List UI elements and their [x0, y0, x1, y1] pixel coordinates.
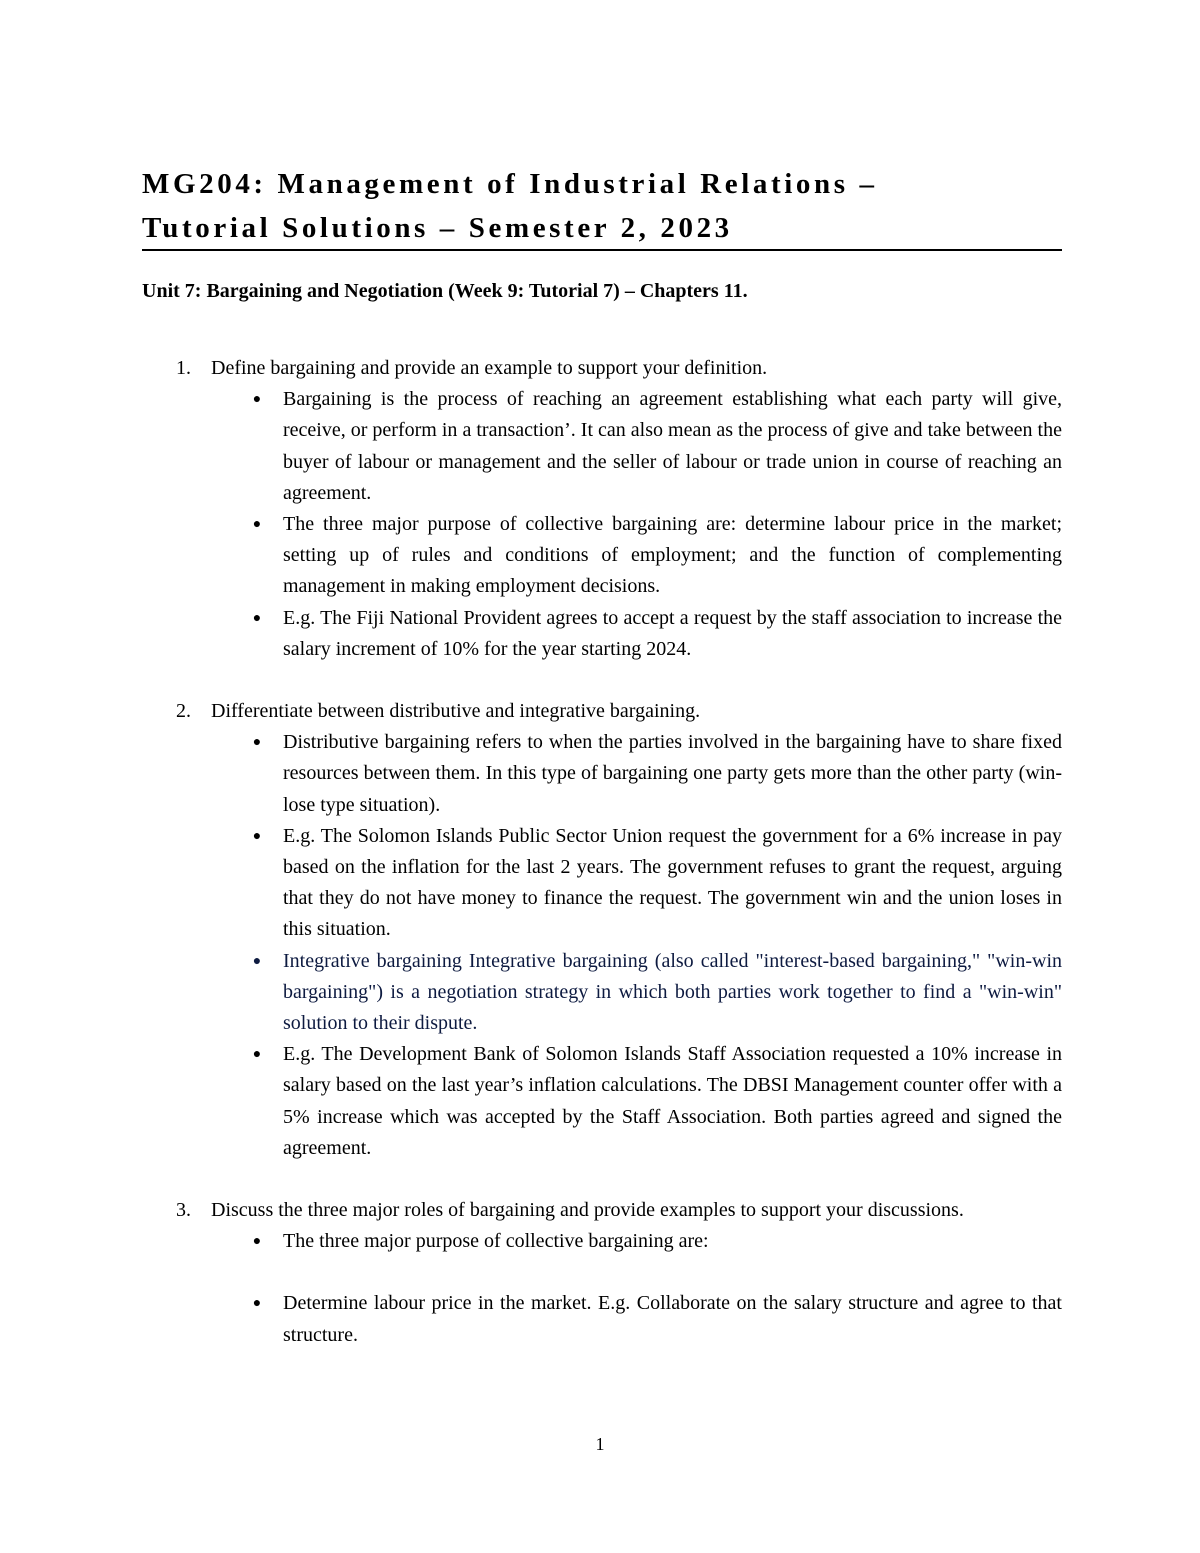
- unit-heading: Unit 7: Bargaining and Negotiation (Week 9: Tutorial 7) – Chapters 11.: [142, 280, 748, 302]
- bullet-icon: ●: [252, 517, 262, 533]
- answer-bullet: [211, 727, 1062, 821]
- question-2: [142, 696, 1062, 1164]
- question-number: 3.: [176, 1199, 191, 1222]
- answer-bullet: [211, 1039, 1062, 1164]
- answer-bullet: [211, 1288, 1062, 1350]
- question-number: 2.: [176, 700, 191, 723]
- answer-bullet: [211, 1226, 1062, 1257]
- bullet-text: Distributive bargaining refers to when the parties involved in the bargaining have to share fixed resources between them. In this type of bargaining one party gets more than the other party (win-lose type situation).: [283, 731, 1062, 816]
- bullet-icon: ●: [252, 1296, 262, 1312]
- question-number: 1.: [176, 357, 191, 379]
- bullet-icon: ●: [252, 392, 262, 408]
- bullet-icon: ●: [252, 735, 262, 751]
- bullet-icon: ●: [252, 610, 262, 626]
- answer-bullets: [211, 1226, 1062, 1351]
- bullet-text: Determine labour price in the market. E.g. Collaborate on the salary structure and agree to that structure.: [283, 1292, 1062, 1346]
- bullet-text: E.g. The Solomon Islands Public Sector Union request the government for a 6% increase in pay based on the inflation for the last 2 years. The government refuses to grant the request, arguing that they do not have money to finance the request. The government win and the union loses in this situation.: [283, 824, 1062, 941]
- answer-bullet: [211, 603, 1062, 665]
- answer-bullet: [211, 509, 1062, 603]
- question-list: [142, 353, 1062, 1382]
- question-text: Define bargaining and provide an example to support your definition.: [211, 357, 768, 379]
- question-3: [142, 1195, 1062, 1351]
- title-divider: [142, 249, 1062, 251]
- answer-bullet: [211, 821, 1062, 946]
- answer-bullets: [211, 727, 1062, 1164]
- question-text: Discuss the three major roles of bargaining and provide examples to support your discussions.: [211, 1199, 964, 1222]
- question-1: [142, 353, 1062, 665]
- bullet-text: The three major purpose of collective bargaining are:: [283, 1230, 709, 1253]
- page-number: 1: [595, 1434, 605, 1454]
- bullet-icon: ●: [252, 828, 262, 844]
- bullet-text: E.g. The Fiji National Provident agrees to accept a request by the staff association to increase the salary increment of 10% for the year starting 2024.: [283, 606, 1062, 660]
- bullet-icon: ●: [252, 1047, 262, 1063]
- answer-bullet: [211, 384, 1062, 509]
- bullet-text: Bargaining is the process of reaching an agreement establishing what each party will give, receive, or perform in a transaction’. It can also mean as the process of give and take between the buyer of labour or management and the seller of labour or trade union in course of reaching an agreement.: [283, 388, 1062, 504]
- bullet-text: E.g. The Development Bank of Solomon Islands Staff Association requested a 10% increase in salary based on the last year’s inflation calculations. The DBSI Management counter offer with a 5% increase which was accepted by the Staff Association. Both parties agreed and signed the agreement.: [283, 1043, 1062, 1159]
- question-text: Differentiate between distributive and integrative bargaining.: [211, 700, 701, 723]
- answer-bullet: [211, 946, 1062, 1040]
- bullet-text: The three major purpose of collective bargaining are: determine labour price in the market; setting up of rules and conditions of employment; and the function of complementing management in making employment decisions.: [283, 513, 1062, 598]
- document-title-line-1: MG204: Management of Industrial Relations –: [142, 168, 878, 200]
- answer-bullets: [211, 384, 1062, 665]
- document-title-line-2: Tutorial Solutions – Semester 2, 2023: [142, 212, 733, 244]
- bullet-icon: ●: [252, 953, 262, 969]
- bullet-icon: ●: [252, 1234, 262, 1250]
- bullet-text: Integrative bargaining Integrative bargaining (also called "interest-based bargaining," "win-win bargaining") is a negotiation strategy in which both parties work together to find a "win-win" solution to their dispute.: [283, 949, 1062, 1035]
